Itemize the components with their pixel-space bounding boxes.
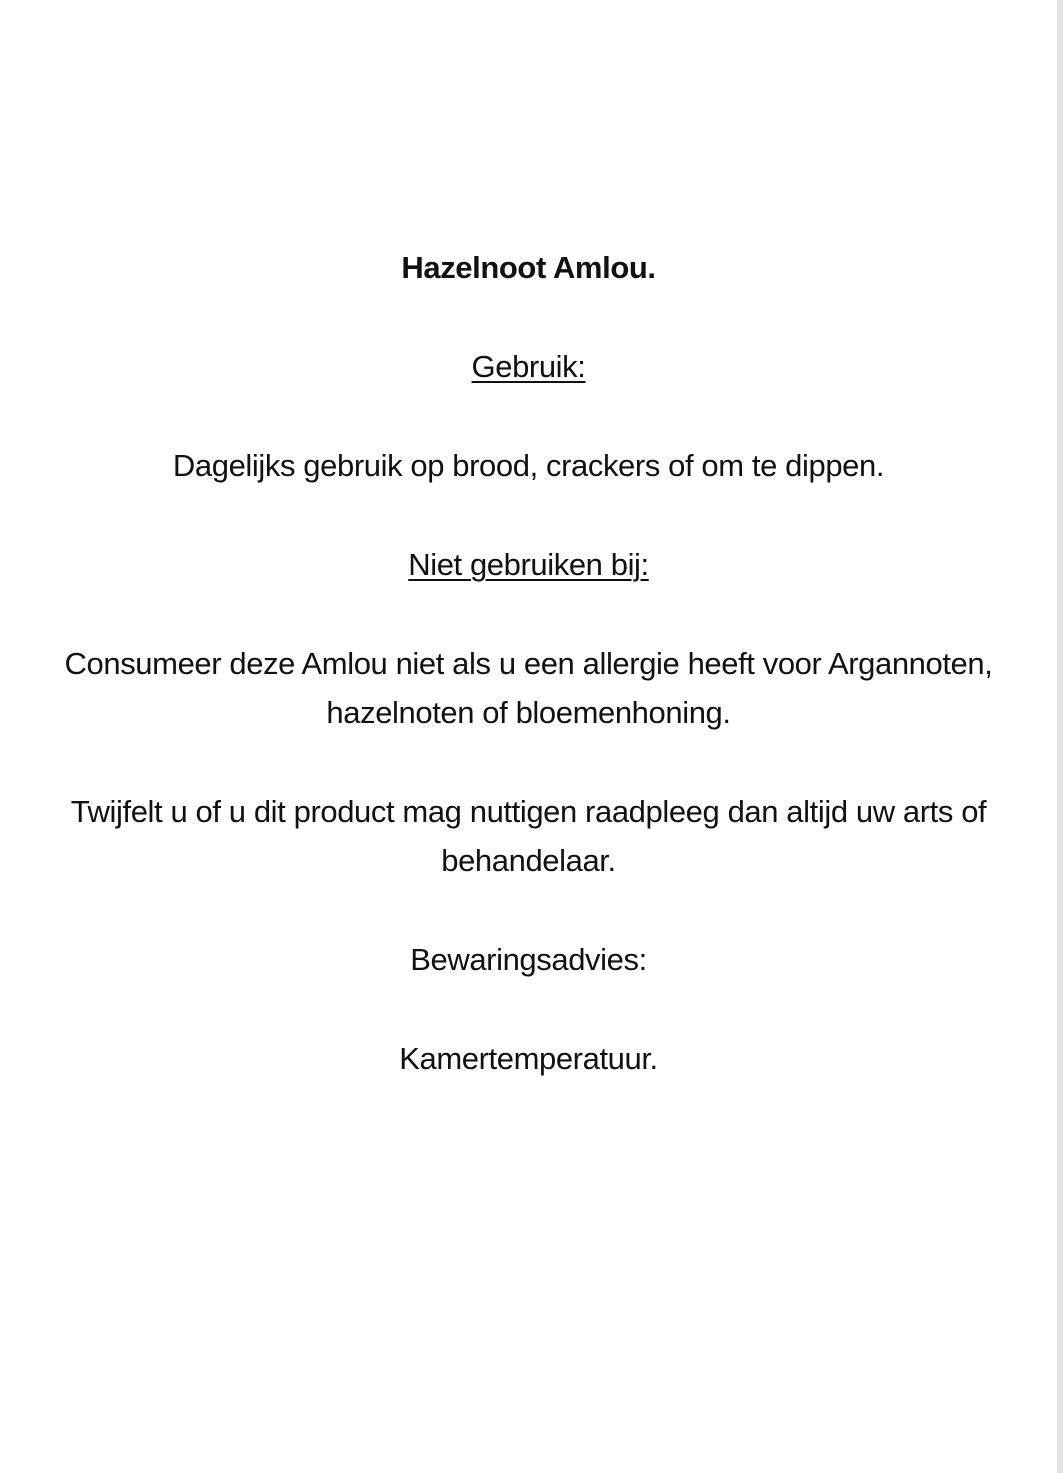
doubt-line-1: Twijfelt u of u dit product mag nuttigen raadpleeg dan altijd uw arts of: [70, 794, 987, 829]
contra-line-2: hazelnoten of bloemenhoning.: [326, 695, 731, 730]
doubt-line-2: behandelaar.: [441, 843, 616, 878]
spacer: [0, 490, 1057, 540]
spacer: [0, 737, 1057, 787]
doubt-text: [0, 787, 1057, 885]
storage-heading: Bewaringsadvies:: [410, 942, 647, 977]
spacer: [0, 391, 1057, 441]
contraindication-heading: Niet gebruiken bij:: [408, 547, 649, 582]
product-info: [0, 243, 1057, 1083]
scrollbar-track[interactable]: [1057, 0, 1063, 1473]
contraindication-text: [0, 639, 1057, 737]
storage-text: Kamertemperatuur.: [399, 1041, 658, 1076]
usage-text: Dagelijks gebruik op brood, crackers of om te dippen.: [172, 448, 885, 483]
spacer: [0, 292, 1057, 342]
product-title: Hazelnoot Amlou.: [401, 250, 656, 285]
spacer: [0, 885, 1057, 935]
spacer: [0, 589, 1057, 639]
usage-heading: Gebruik:: [471, 349, 586, 384]
spacer: [0, 984, 1057, 1034]
contra-line-1: Consumeer deze Amlou niet als u een allergie heeft voor Argannoten,: [64, 646, 993, 681]
contra-heading-wrapper: [0, 540, 1057, 589]
usage-heading-wrapper: [0, 342, 1057, 391]
